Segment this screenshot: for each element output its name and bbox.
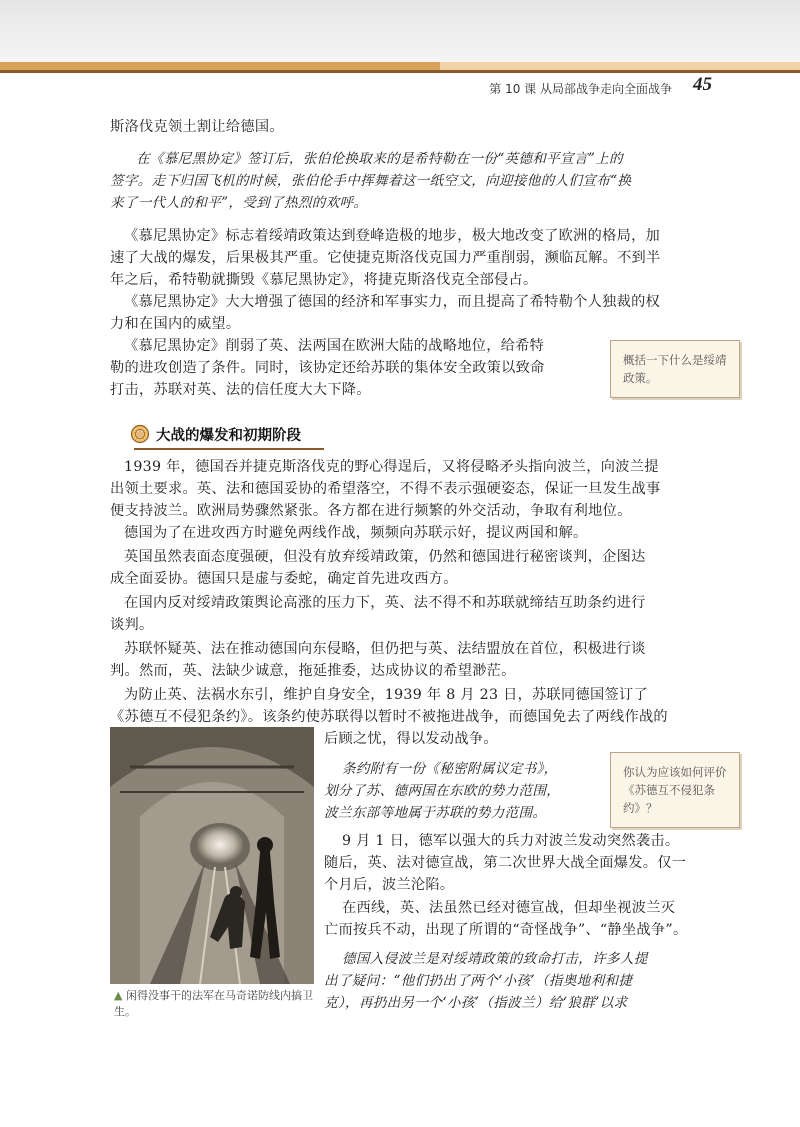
para-10-line-1: 苏联怀疑英、法在推动德国向东侵略，但仍把与英、法结盟放在首位，积极进行谈 bbox=[124, 641, 646, 657]
para-14-line-2: 亡而按兵不动，出现了所谓的“奇怪战争”、“静坐战争”。 bbox=[324, 922, 688, 938]
para-7-line-1: 德国为了在进攻西方时避免两线作战，频频向苏联示好，提议两国和解。 bbox=[124, 525, 588, 541]
emblem-icon bbox=[130, 424, 150, 444]
para-15-line-2: 出了疑问：“他们扔出了两个‘小孩’（指奥地利和捷 bbox=[324, 973, 633, 989]
para-3-line-1: 《慕尼黑协定》标志着绥靖政策达到登峰造极的地步，极大地改变了欧洲的格局，加 bbox=[124, 228, 661, 244]
header-band bbox=[0, 0, 800, 62]
para-12-line-3: 波兰东部等地属于苏联的势力范围。 bbox=[324, 805, 547, 821]
para-11-line-3: 后顾之忧，得以发动战争。 bbox=[324, 731, 498, 747]
para-15-line-1: 德国入侵波兰是对绥靖政策的致命打击，许多人提 bbox=[342, 951, 648, 967]
photo-caption bbox=[114, 988, 314, 1020]
para-9-line-2: 谈判。 bbox=[110, 617, 154, 633]
para-4-line-2: 力和在国内的威望。 bbox=[110, 316, 241, 332]
para-3-line-3: 年之后，希特勒就撕毁《慕尼黑协定》，将捷克斯洛伐克全部侵占。 bbox=[110, 272, 538, 288]
para-2-line-3: 来了一代人的和平”，受到了热烈的欢呼。 bbox=[110, 195, 368, 211]
para-4-line-1: 《慕尼黑协定》大大增强了德国的经济和军事实力，而且提高了希特勒个人独裁的权 bbox=[124, 294, 661, 310]
para-5-line-3: 打击，苏联对英、法的信任度大大下降。 bbox=[110, 382, 371, 398]
side-note-1-text: 概括一下什么是绥靖政策。 bbox=[623, 353, 727, 385]
header-rule-light bbox=[440, 62, 800, 70]
header-rule-brown bbox=[0, 70, 800, 73]
para-14-line-1: 在西线，英、法虽然已经对德宣战，但却坐视波兰灭 bbox=[342, 900, 676, 916]
page-number: 45 bbox=[693, 74, 712, 95]
side-note-2 bbox=[610, 752, 740, 828]
para-9-line-1: 在国内反对绥靖政策舆论高涨的压力下，英、法不得不和苏联就缔结互助条约进行 bbox=[124, 595, 646, 611]
para-13-line-2: 随后，英、法对德宣战，第二次世界大战全面爆发。仅一 bbox=[324, 855, 687, 871]
para-11-line-1: 为防止英、法祸水东引，维护自身安全，1939 年 8 月 23 日，苏联同德国签订了 bbox=[124, 687, 648, 703]
para-6-line-1: 1939 年，德国吞并捷克斯洛伐克的野心得逞后，又将侵略矛头指向波兰，向波兰提 bbox=[124, 459, 659, 475]
para-2-line-1: 在《慕尼黑协定》签订后，张伯伦换取来的是希特勒在一份“英德和平宣言”上的 bbox=[136, 151, 623, 167]
para-8-line-1: 英国虽然表面态度强硬，但没有放弃绥靖政策，仍然和德国进行秘密谈判，企图达 bbox=[124, 549, 646, 565]
para-10-line-2: 判。然而，英、法缺少诚意，拖延推委，达成协议的希望渺茫。 bbox=[110, 663, 516, 679]
section-title: 大战的爆发和初期阶段 bbox=[156, 428, 301, 444]
para-11-line-2: 《苏德互不侵犯条约》。该条约使苏联得以暂时不被拖进战争，而德国免去了两线作战的 bbox=[110, 709, 668, 725]
para-2-line-2: 签字。走下归国飞机的时候，张伯伦手中挥舞着这一纸空文，向迎接他的人们宣布“换 bbox=[110, 173, 632, 189]
section-heading bbox=[134, 424, 324, 450]
maginot-tunnel-photo bbox=[110, 727, 314, 984]
para-8-line-2: 成全面妥协。德国只是虚与委蛇，确定首先进攻西方。 bbox=[110, 571, 458, 587]
tunnel-illustration bbox=[110, 727, 314, 984]
para-3-line-2: 速了大战的爆发，后果极其严重。它使捷克斯洛伐克国力严重削弱，濒临瓦解。不到半 bbox=[110, 250, 661, 266]
para-12-line-1: 条约附有一份《秘密附属议定书》， bbox=[342, 761, 558, 777]
side-note-1 bbox=[610, 340, 740, 398]
para-5-line-1: 《慕尼黑协定》削弱了英、法两国在欧洲大陆的战略地位，给希特 bbox=[124, 338, 545, 354]
para-15-line-3: 克），再扔出另一个‘小孩’（指波兰）给‘狼群’以求 bbox=[324, 995, 628, 1011]
para-1: 斯洛伐克领土割让给德国。 bbox=[110, 119, 284, 135]
side-note-2-text: 你认为应该如何评价《苏德互不侵犯条约》？ bbox=[623, 765, 727, 815]
para-13-line-3: 个月后，波兰沦陷。 bbox=[324, 877, 455, 893]
para-13-line-1: 9 月 1 日，德军以强大的兵力对波兰发动突然袭击。 bbox=[342, 833, 680, 849]
caption-text: 闲得没事干的法军在马奇诺防线内搞卫生。 bbox=[114, 989, 313, 1018]
para-12-line-2: 划分了苏、德两国在东欧的势力范围， bbox=[324, 783, 561, 799]
para-5-line-2: 勒的进攻创造了条件。同时，该协定还给苏联的集体安全政策以致命 bbox=[110, 360, 545, 376]
caption-marker-icon: ▲ bbox=[114, 989, 123, 1002]
para-6-line-3: 便支持波兰。欧洲局势骤然紧张。各方都在进行频繁的外交活动，争取有利地位。 bbox=[110, 503, 632, 519]
para-6-line-2: 出领土要求。英、法和德国妥协的希望落空，不得不表示强硬姿态，保证一旦发生战事 bbox=[110, 481, 661, 497]
lesson-title: 第 10 课 从局部战争走向全面战争 bbox=[489, 82, 672, 96]
